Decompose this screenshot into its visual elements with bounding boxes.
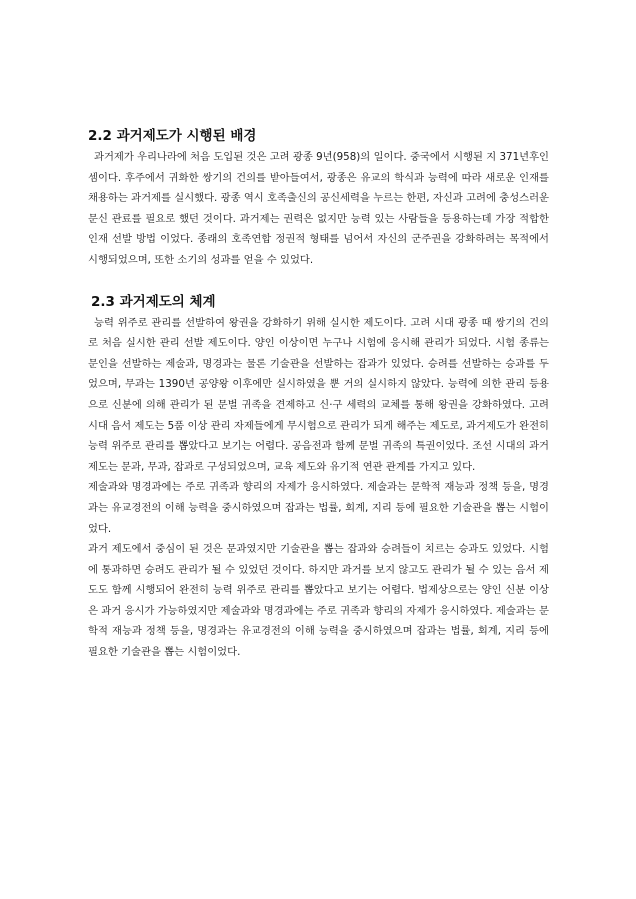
document-page — [88, 126, 549, 663]
section-paragraph: 능력 위주로 관리를 선발하여 왕권을 강화하기 위해 실시한 제도이다. 고려 시대 광종 때 쌍기의 건의로 처음 실시한 관리 선발 제도이다. 양인 이상이면 누구나 시험에 응시해 관리가 되었다. 시험 종류는 문인을 선발하는 제술과, 명경과는 물론 기술관을 선발하는 잡과가 있었다. 승려를 선발하는 승과를 두었으며, 무과는 1390년 공양왕 이후에만 실시하였을 뿐 거의 실시하지 않았다. 능력에 의한 관리 등용으로 신분에 의해 관리가 된 문벌 귀족을 견제하고 신·구 세력의 교체를 통해 왕권을 강화하였다. 고려 시대 음서 제도는 5품 이상 관리 자제들에게 무시험으로 관리가 되게 해주는 제도로, 과거제도가 완전히 능력 위주로 관리를 뽑았다고 보기는 어렵다. 공음전과 함께 문벌 귀족의 특권이었다. 조선 시대의 과거 제도는 문과, 무과, 잡과로 구성되었으며, 교육 제도와 유기적 연관 관계를 가지고 있다. — [88, 316, 549, 473]
section-heading-system: 2.3 과거제도의 체계 — [91, 293, 216, 310]
section-paragraph: 과거 제도에서 중심이 된 것은 문과였지만 기술관을 뽑는 잡과와 승려들이 치르는 승과도 있었다. 시험에 통과하면 승려도 관리가 될 수 있었던 것이다. 하지만 과거를 보지 않고도 관리가 될 수 있는 음서 제도도 함께 시행되어 완전히 능력 위주로 관리를 뽑았다고 보기는 어렵다. 법제상으로는 양인 신분 이상은 과거 응시가 가능하였지만 제술과와 명경과에는 주로 귀족과 향리의 자제가 응시하였다. 제술과는 문학적 재능과 정책 등을, 명경과는 유교경전의 이해 능력을 중시하였으며 잡과는 법률, 회계, 지리 등에 필요한 기술관을 뽑는 시험이었다. — [88, 543, 549, 659]
section-paragraph: 과거제가 우리나라에 처음 도입된 것은 고려 광종 9년(958)의 일이다. 중국에서 시행된 지 371년후인 셈이다. 후주에서 귀화한 쌍기의 건의를 받아들여서, 광종은 유교의 학식과 능력에 따라 새로운 인재를 채용하는 과거제를 실시했다. 광종 역시 호족출신의 공신세력을 누르는 한편, 자신과 고려에 충성스러운 문신 관료를 필요로 했던 것이다. 과거제는 권력은 없지만 능력 있는 사람들을 등용하는데 가장 적합한 인재 선발 방법 이었다. 종래의 호족연합 정권적 형태를 넘어서 자신의 군주권을 강화하려는 목적에서 시행되었으며, 또한 소기의 성과를 얻을 수 있었다. — [88, 151, 549, 266]
section-paragraph: 제술과와 명경과에는 주로 귀족과 향리의 자제가 응시하였다. 제술과는 문학적 재능과 정책 등을, 명경과는 유교경전의 이해 능력을 중시하였으며 잡과는 법률, 회계, 지리 등에 필요한 기술관을 뽑는 시험이었다. — [88, 481, 549, 535]
section-spacer — [88, 271, 549, 292]
section-heading-background: 2.2 과거제도가 시행된 배경 — [88, 128, 257, 144]
